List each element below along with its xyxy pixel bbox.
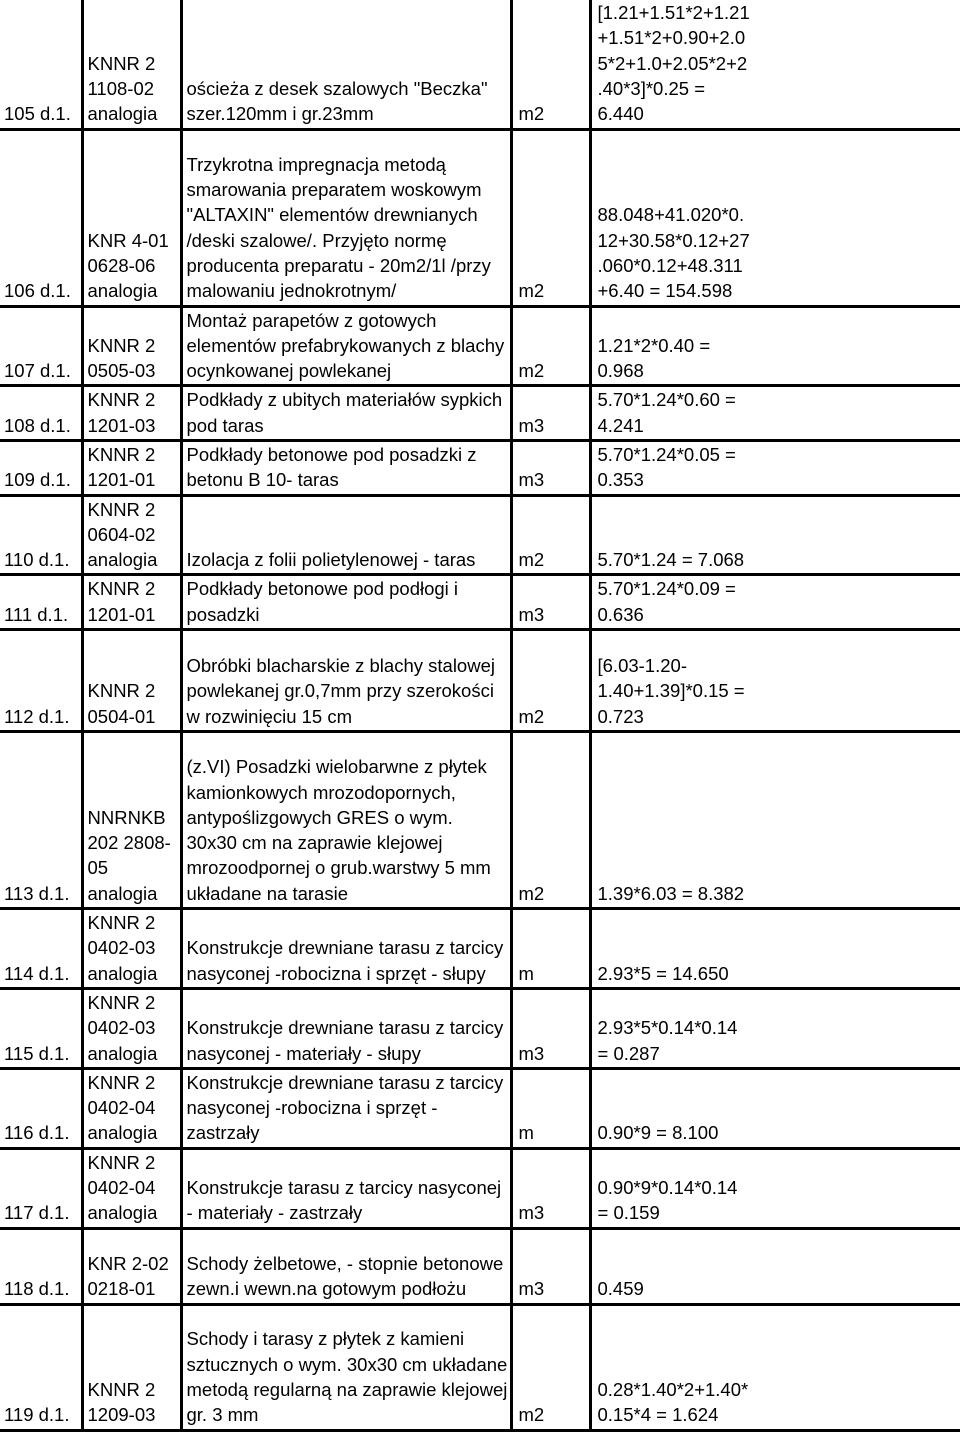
item-number: 113 d.1. xyxy=(0,732,82,909)
item-description: Obróbki blacharskie z blachy stalowej powlekanej gr.0,7mm przy szerokości w rozwinięciu 15 cm xyxy=(181,630,511,732)
item-number: 107 d.1. xyxy=(0,306,82,386)
quantity-calculation: [6.03-1.20- 1.40+1.39]*0.15 = 0.723 xyxy=(590,630,960,732)
unit: m3 xyxy=(511,988,590,1068)
basis-code: KNNR 2 1108-02 analogia xyxy=(82,0,181,129)
table-row xyxy=(0,909,960,989)
table-row xyxy=(0,630,960,732)
item-description: Konstrukcje drewniane tarasu z tarcicy nasyconej -robocizna i sprzęt - zastrzały xyxy=(181,1068,511,1148)
item-number: 118 d.1. xyxy=(0,1228,82,1304)
unit: m2 xyxy=(511,495,590,575)
quantity-calculation: 0.459 xyxy=(590,1228,960,1304)
item-number: 114 d.1. xyxy=(0,909,82,989)
quantity-calculation: 0.90*9*0.14*0.14 = 0.159 xyxy=(590,1148,960,1228)
basis-code: KNNR 2 0505-03 xyxy=(82,306,181,386)
item-description: Schody żelbetowe, - stopnie betonowe zewn.i wewn.na gotowym podłożu xyxy=(181,1228,511,1304)
table-row xyxy=(0,1148,960,1228)
basis-code: KNR 2-02 0218-01 xyxy=(82,1228,181,1304)
unit: m3 xyxy=(511,575,590,630)
basis-code: KNNR 2 0402-03 analogia xyxy=(82,988,181,1068)
item-description: Podkłady z ubitych materiałów sypkich pod taras xyxy=(181,386,511,441)
item-number: 115 d.1. xyxy=(0,988,82,1068)
table-row xyxy=(0,495,960,575)
item-number: 117 d.1. xyxy=(0,1148,82,1228)
table-row xyxy=(0,575,960,630)
table-row xyxy=(0,1068,960,1148)
quantity-calculation: 1.39*6.03 = 8.382 xyxy=(590,732,960,909)
basis-code: KNNR 2 1201-03 xyxy=(82,386,181,441)
item-number: 116 d.1. xyxy=(0,1068,82,1148)
item-description: Konstrukcje drewniane tarasu z tarcicy nasyconej -robocizna i sprzęt - słupy xyxy=(181,909,511,989)
item-description: Podkłady betonowe pod posadzki z betonu B 10- taras xyxy=(181,440,511,495)
unit: m2 xyxy=(511,129,590,306)
basis-code: KNNR 2 0402-04 analogia xyxy=(82,1148,181,1228)
table-row xyxy=(0,306,960,386)
basis-code: KNNR 2 0604-02 analogia xyxy=(82,495,181,575)
table-row xyxy=(0,440,960,495)
quantity-calculation: 0.90*9 = 8.100 xyxy=(590,1068,960,1148)
unit: m xyxy=(511,909,590,989)
unit: m2 xyxy=(511,1304,590,1430)
item-number: 106 d.1. xyxy=(0,129,82,306)
quantity-calculation: [1.21+1.51*2+1.21 +1.51*2+0.90+2.0 5*2+1.0+2.05*2+2 .40*3]*0.25 = 6.440 xyxy=(590,0,960,129)
basis-code: KNNR 2 1201-01 xyxy=(82,440,181,495)
table-row xyxy=(0,1228,960,1304)
item-description: ościeża z desek szalowych "Beczka" szer.120mm i gr.23mm xyxy=(181,0,511,129)
item-description: Konstrukcje tarasu z tarcicy nasyconej - materiały - zastrzały xyxy=(181,1148,511,1228)
item-description: Schody i tarasy z płytek z kamieni sztucznych o wym. 30x30 cm układane metodą regularną na zaprawie klejowej gr. 3 mm xyxy=(181,1304,511,1430)
quantity-calculation: 88.048+41.020*0. 12+30.58*0.12+27 .060*0.12+48.311 +6.40 = 154.598 xyxy=(590,129,960,306)
basis-code: KNNR 2 1201-01 xyxy=(82,575,181,630)
table-row xyxy=(0,1304,960,1430)
unit: m3 xyxy=(511,1148,590,1228)
quantity-calculation: 2.93*5*0.14*0.14 = 0.287 xyxy=(590,988,960,1068)
item-number: 111 d.1. xyxy=(0,575,82,630)
table-row xyxy=(0,988,960,1068)
item-number: 112 d.1. xyxy=(0,630,82,732)
item-number: 119 d.1. xyxy=(0,1304,82,1430)
table-row xyxy=(0,386,960,441)
item-description: Montaż parapetów z gotowych elementów prefabrykowanych z blachy ocynkowanej powlekanej xyxy=(181,306,511,386)
table-row xyxy=(0,0,960,129)
quantity-calculation: 0.28*1.40*2+1.40* 0.15*4 = 1.624 xyxy=(590,1304,960,1430)
unit: m3 xyxy=(511,386,590,441)
quantity-calculation: 5.70*1.24*0.09 = 0.636 xyxy=(590,575,960,630)
basis-code: KNNR 2 0402-03 analogia xyxy=(82,909,181,989)
basis-code: KNNR 2 0504-01 xyxy=(82,630,181,732)
unit: m2 xyxy=(511,732,590,909)
quantity-calculation: 5.70*1.24 = 7.068 xyxy=(590,495,960,575)
item-number: 105 d.1. xyxy=(0,0,82,129)
table-row xyxy=(0,732,960,909)
unit: m2 xyxy=(511,0,590,129)
quantity-calculation: 2.93*5 = 14.650 xyxy=(590,909,960,989)
item-number: 109 d.1. xyxy=(0,440,82,495)
unit: m3 xyxy=(511,1228,590,1304)
basis-code: KNR 4-01 0628-06 analogia xyxy=(82,129,181,306)
quantity-calculation: 5.70*1.24*0.05 = 0.353 xyxy=(590,440,960,495)
basis-code: KNNR 2 1209-03 xyxy=(82,1304,181,1430)
item-description: Trzykrotna impregnacja metodą smarowania preparatem woskowym "ALTAXIN" elementów drewnianych /deski szalowe/. Przyjęto normę producenta preparatu - 20m2/1l /przy malowaniu jednokrotnym/ xyxy=(181,129,511,306)
table-row xyxy=(0,129,960,306)
quantity-calculation: 1.21*2*0.40 = 0.968 xyxy=(590,306,960,386)
unit: m xyxy=(511,1068,590,1148)
basis-code: NNRNKB 202 2808- 05 analogia xyxy=(82,732,181,909)
unit: m2 xyxy=(511,630,590,732)
quantity-calculation: 5.70*1.24*0.60 = 4.241 xyxy=(590,386,960,441)
item-description: Izolacja z folii polietylenowej - taras xyxy=(181,495,511,575)
item-description: Konstrukcje drewniane tarasu z tarcicy nasyconej - materiały - słupy xyxy=(181,988,511,1068)
item-number: 108 d.1. xyxy=(0,386,82,441)
basis-code: KNNR 2 0402-04 analogia xyxy=(82,1068,181,1148)
item-description: (z.VI) Posadzki wielobarwne z płytek kamionkowych mrozodopornych, antypoślizgowych GRES o wym. 30x30 cm na zaprawie klejowej mrozoodpornej o grub.warstwy 5 mm układane na tarasie xyxy=(181,732,511,909)
unit: m3 xyxy=(511,440,590,495)
unit: m2 xyxy=(511,306,590,386)
item-description: Podkłady betonowe pod podłogi i posadzki xyxy=(181,575,511,630)
item-number: 110 d.1. xyxy=(0,495,82,575)
